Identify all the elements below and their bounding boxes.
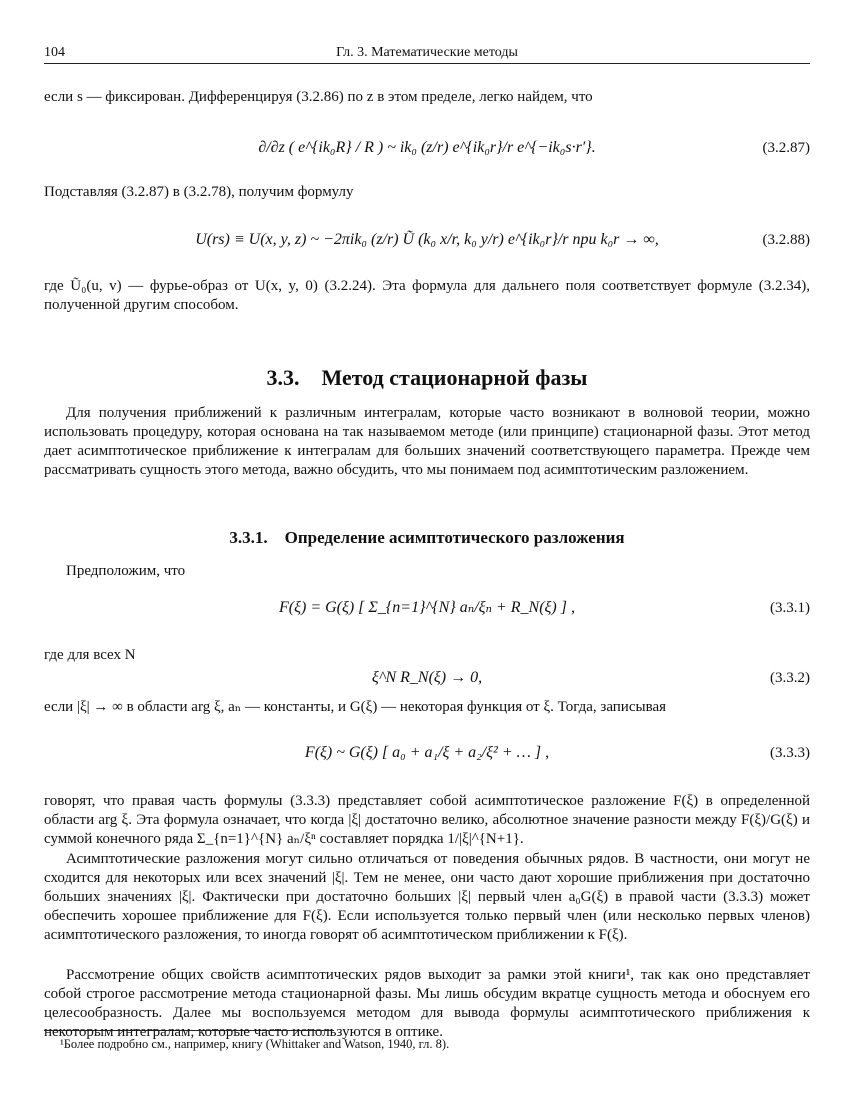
page — [44, 0, 810, 1100]
section-title: Метод стационарной фазы — [321, 365, 588, 390]
paragraph-8: говорят, что правая часть формулы (3.3.3) представляет собой асимптотическое разложение F(ξ) в определенной области arg ξ. Эта формула означает, что когда |ξ| достаточно велико, абсолютное значение разности между F(ξ)/G(ξ) и суммой конечного ряда Σ_{n=1}^{N} aₙ/ξⁿ составляет порядка 1/|ξ|^{N+1}. — [44, 793, 810, 847]
subsection-number: 3.3.1. — [229, 528, 268, 547]
equation-3-3-1 — [44, 588, 810, 632]
equation-3-2-87 — [44, 128, 810, 168]
equation-number: (3.3.3) — [770, 745, 810, 761]
footnote: ¹Более подробно см., например, книгу (Whittaker and Watson, 1940, гл. 8). — [60, 1037, 450, 1051]
equation-body: ξ^N R_N(ξ) → 0, — [371, 669, 483, 686]
subsection-heading — [44, 528, 810, 548]
equation-body: F(ξ) = G(ξ) [ Σ_{n=1}^{N} aₙ/ξₙ + R_N(ξ) ] , — [279, 599, 575, 616]
equation-body: F(ξ) ~ G(ξ) [ a₀ + a₁/ξ + a₂/ξ² + … ] , — [304, 744, 550, 761]
equation-number: (3.3.1) — [770, 600, 810, 616]
paragraph-1: если s — фиксирован. Дифференцируя (3.2.86) по z в этом пределе, легко найдем, что — [44, 89, 593, 105]
running-title: Гл. 3. Математические методы — [336, 45, 518, 60]
equation-number: (3.3.2) — [770, 670, 810, 686]
paragraph-2: Подставляя (3.2.87) в (3.2.78), получим формулу — [44, 184, 354, 200]
paragraph-10: Рассмотрение общих свойств асимптотических рядов выходит за рамки этой книги¹, так как оно представляет собой строгое рассмотрение метода стационарной фазы. Мы лишь обсудим вкратце сущность метода и обоснуем его целесообразность. Далее мы воспользуемся методом для вывода формулы асимптотического приближения к некоторым интегралам, которые часто используются в оптике. — [44, 967, 810, 1040]
page-number: 104 — [44, 45, 65, 60]
section-number: 3.3. — [266, 365, 300, 390]
paragraph-3: где Ũ₀(u, v) — фурье-образ от U(x, y, 0) (3.2.24). Эта формула для дальнего поля соответствует формуле (3.2.34), полученной другим способом. — [44, 278, 810, 313]
equation-body: ∂/∂z ( e^{ik₀R} / R ) ~ ik₀ (z/r) e^{ik₀r}/r e^{−ik₀s·r′}. — [258, 139, 596, 156]
footnote-rule — [44, 1030, 334, 1031]
equation-number: (3.2.88) — [762, 232, 810, 248]
equation-3-3-2 — [44, 658, 810, 698]
paragraph-5: Предположим, что — [66, 563, 186, 579]
section-heading — [44, 365, 810, 391]
paragraph-4: Для получения приближений к различным интегралам, которые часто возникают в волновой теории, можно использовать процедуру, которая основана на так называемом методе (или принципе) стационарной фазы. Этот метод дает асимптотическое приближение к интегралам для больших значений соответствующего параметра. Прежде чем рассматривать сущность этого метода, важно обсудить, что мы понимаем под асимптотическим разложением. — [44, 405, 810, 478]
equation-3-3-3 — [44, 733, 810, 773]
paragraph-6: где для всех N — [44, 647, 136, 663]
subsection-title: Определение асимптотического разложения — [284, 528, 625, 547]
paragraph-9: Асимптотические разложения могут сильно отличаться от поведения обычных рядов. В частности, они могут не сходится для некоторых или всех значений |ξ|. Тем не менее, они часто дают хорошие приближения при достаточно больших значениях |ξ|. Фактически при достаточно больших |ξ| первый член a₀G(ξ) в правой части (3.3.3) может обеспечить хорошее приближение для F(ξ). Если используется только первый член (или несколько первых членов) асимптотического разложения, то иногда говорят об асимптотическом приближении к F(ξ). — [44, 851, 810, 943]
equation-number: (3.2.87) — [762, 140, 810, 156]
running-header — [44, 43, 810, 64]
paragraph-7: если |ξ| → ∞ в области arg ξ, aₙ — константы, и G(ξ) — некоторая функция от ξ. Тогда, записывая — [44, 699, 667, 715]
equation-body: U(rs) ≡ U(x, y, z) ~ −2πik₀ (z/r) Ũ (k₀ x/r, k₀ y/r) e^{ik₀r}/r при k₀r → ∞, — [195, 231, 659, 248]
equation-3-2-88 — [44, 220, 810, 260]
